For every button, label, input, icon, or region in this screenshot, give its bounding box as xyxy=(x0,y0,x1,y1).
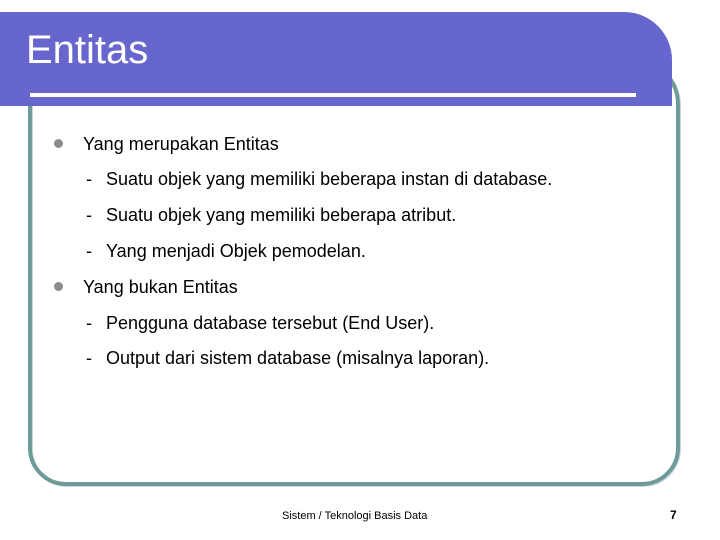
list-item: Yang menjadi Objek pemodelan. xyxy=(106,241,366,261)
dash-marker: - xyxy=(86,205,92,225)
bullet-icon xyxy=(54,282,63,291)
dash-marker: - xyxy=(86,241,92,261)
slide-title: Entitas xyxy=(26,28,149,72)
footer-text: Sistem / Teknologi Basis Data xyxy=(282,510,428,522)
list-item: Pengguna database tersebut (End User). xyxy=(106,313,435,333)
dash-marker: - xyxy=(86,313,92,333)
list-item: Output dari sistem database (misalnya laporan). xyxy=(106,348,490,368)
title-underline xyxy=(30,93,636,97)
section-heading: Yang merupakan Entitas xyxy=(83,134,279,154)
list-item: Suatu objek yang memiliki beberapa atribut. xyxy=(106,205,457,225)
dash-marker: - xyxy=(86,169,92,189)
dash-marker: - xyxy=(86,348,92,368)
section-heading: Yang bukan Entitas xyxy=(83,277,238,297)
slide-frame xyxy=(28,58,680,486)
page-number: 7 xyxy=(670,508,677,522)
bullet-icon xyxy=(54,139,63,148)
list-item: Suatu objek yang memiliki beberapa instan di database. xyxy=(106,169,553,189)
